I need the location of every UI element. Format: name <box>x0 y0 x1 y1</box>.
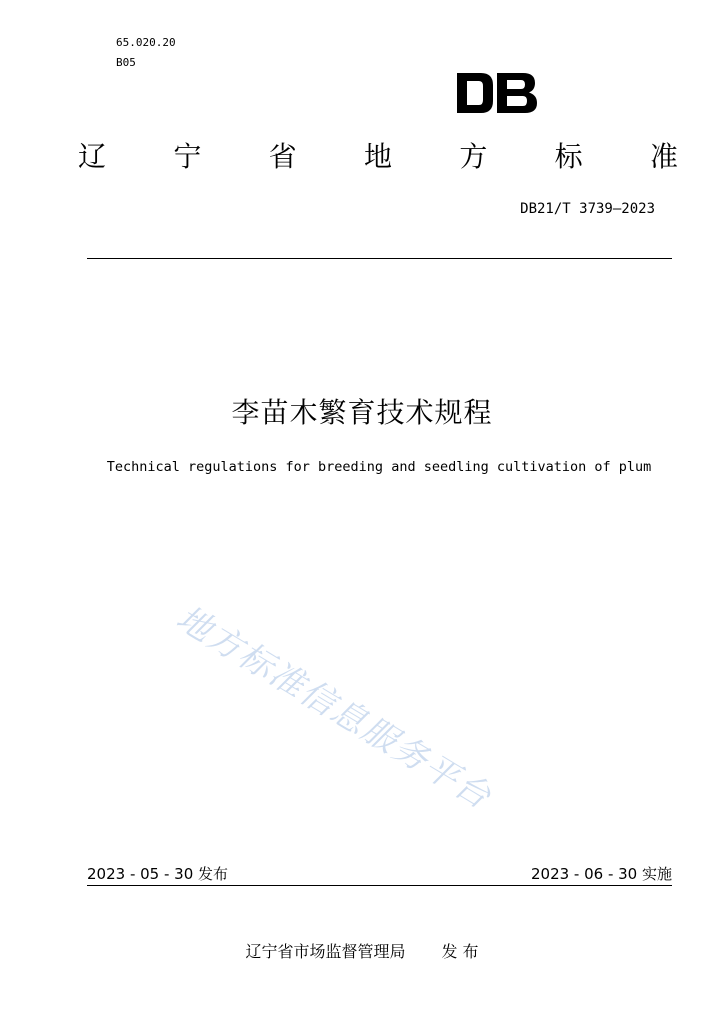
standard-number: DB21/T 3739—2023 <box>520 201 655 217</box>
publish-date: 2023 - 05 - 30 发布 <box>87 865 229 883</box>
ics-code: 65.020.20 <box>116 36 176 49</box>
standard-type-char: 辽 <box>78 140 107 173</box>
ccs-code: B05 <box>116 56 136 69</box>
document-title-zh: 李苗木繁育技术规程 <box>231 396 493 429</box>
issuer-name: 辽宁省市场监督管理局 <box>245 942 406 961</box>
standard-type-title <box>78 140 678 174</box>
db-logo <box>457 73 537 113</box>
top-divider <box>87 258 672 259</box>
standard-type-char: 标 <box>554 140 583 173</box>
standard-type-char: 准 <box>649 140 678 173</box>
standard-type-char: 地 <box>363 140 392 173</box>
standard-type-char: 宁 <box>173 140 202 173</box>
watermark: 地方标准信息服务平台 <box>169 598 499 818</box>
standard-type-char: 省 <box>268 140 297 173</box>
issuer <box>0 941 724 963</box>
db-logo-b <box>497 73 537 113</box>
bottom-divider <box>87 885 672 886</box>
issuer-action: 发 布 <box>441 942 479 961</box>
document-title-en: Technical regulations for breeding and seedling cultivation of plum <box>106 459 652 475</box>
db-logo-d <box>457 73 493 113</box>
implement-date: 2023 - 06 - 30 实施 <box>530 865 672 883</box>
standard-type-char: 方 <box>459 140 488 173</box>
